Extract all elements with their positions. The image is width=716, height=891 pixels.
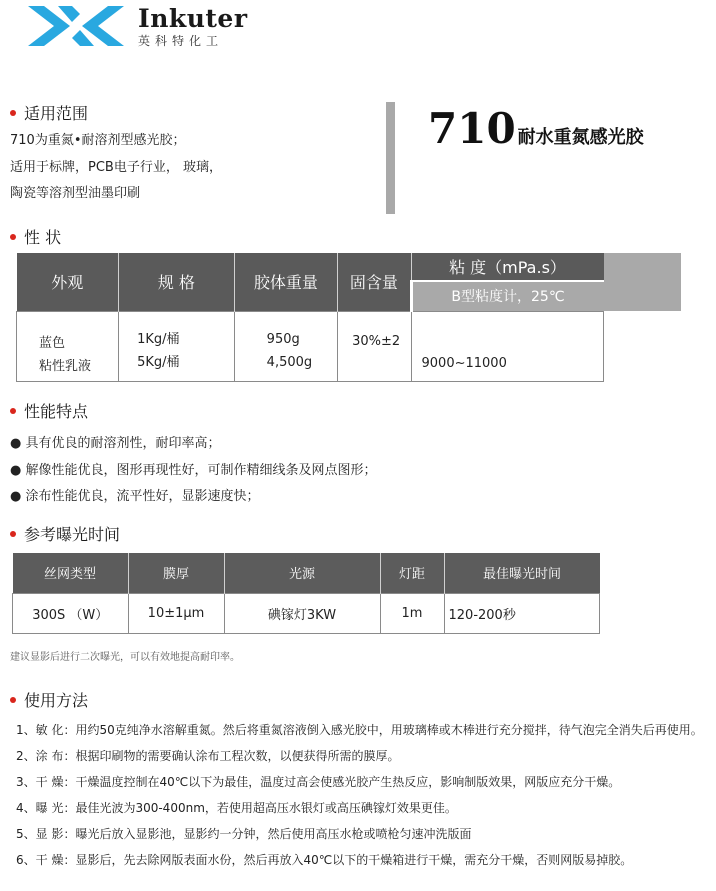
cell-light: 碘镓灯3KW	[224, 593, 380, 633]
cell-exposure-time: 120-200秒	[444, 593, 600, 633]
scope-line: 适用于标牌，PCB电子行业， 玻璃，	[10, 160, 222, 175]
cell-appearance: 蓝色 粘性乳液	[17, 311, 119, 381]
col-header-solid: 固含量	[338, 253, 411, 311]
scope-line: 陶瓷等溶剂型油墨印刷	[10, 186, 141, 201]
section-heading-scope: 适用范围	[10, 101, 88, 124]
usage-item: 2、涂 布：根据印刷物的需要确认涂布工程次数，以便获得所需的膜厚。	[16, 749, 400, 763]
usage-item: 1、敏 化：用约50克纯净水溶解重氮。然后将重氮溶液倒入感光胶中，用玻璃棒或木棒进行充分搅拌，待气泡完全消失后再使用。	[16, 723, 703, 737]
usage-item: 6、干 燥：显影后，先去除网版表面水份，然后再放入40℃以下的干燥箱进行干燥，需充分干燥，否则网版易掉胶。	[16, 853, 633, 867]
col-header-viscosity: 粘 度（mPa.s）	[411, 253, 603, 281]
col-header-mesh: 丝网类型	[13, 553, 129, 593]
product-code: 710	[428, 104, 516, 153]
cell-solid: 30%±2	[338, 311, 411, 381]
inkuter-logo-mark-icon	[28, 6, 124, 46]
section-heading-exposure: 参考曝光时间	[10, 522, 120, 545]
col-header-viscosity-sub: B型粘度计，25℃	[411, 281, 603, 311]
section-heading-properties: 性 状	[10, 225, 61, 248]
scope-line: 710为重氮•耐溶剂型感光胶；	[10, 133, 186, 148]
col-header-distance: 灯距	[380, 553, 444, 593]
product-title	[428, 104, 644, 153]
bullet-dot-icon	[10, 697, 16, 703]
usage-list	[16, 719, 706, 872]
feature-item: ● 解像性能优良，图形再现性好，可制作精细线条及网点图形；	[10, 463, 377, 478]
product-name: 耐水重氮感光胶	[517, 127, 644, 148]
logo-subtitle: 英科特化工	[138, 34, 224, 48]
usage-item: 4、曝 光：最佳光波为300-400nm，若使用超高压水银灯或高压碘镓灯效果更佳。	[16, 801, 457, 815]
col-header-exposure-time: 最佳曝光时间	[444, 553, 600, 593]
cell-thickness: 10±1μm	[128, 593, 224, 633]
col-header-weight: 胶体重量	[234, 253, 337, 311]
exposure-table	[12, 553, 600, 634]
section-heading-usage: 使用方法	[10, 688, 88, 711]
logo-name: Inkuter	[138, 4, 248, 33]
col-header-light: 光源	[224, 553, 380, 593]
bullet-dot-icon	[10, 234, 16, 240]
properties-table	[16, 253, 604, 382]
cell-viscosity: 9000~11000	[411, 311, 603, 381]
bullet-dot-icon	[10, 531, 16, 537]
feature-item: ● 涂布性能优良，流平性好，显影速度快；	[10, 489, 260, 504]
feature-item: ● 具有优良的耐溶剂性，耐印率高；	[10, 436, 221, 451]
viscosity-header-extension	[604, 253, 681, 311]
cell-mesh: 300S （W）	[13, 593, 129, 633]
col-header-appearance: 外观	[17, 253, 119, 311]
section-heading-features: 性能特点	[10, 399, 88, 422]
exposure-note: 建议显影后进行二次曝光，可以有效地提高耐印率。	[10, 652, 240, 663]
bullet-dot-icon	[10, 110, 16, 116]
usage-item: 5、显 影：曝光后放入显影池，显影约一分钟，然后使用高压水枪或喷枪匀速冲洗版面	[16, 827, 472, 841]
cell-spec: 1Kg/桶 5Kg/桶	[119, 311, 235, 381]
col-header-thickness: 膜厚	[128, 553, 224, 593]
bullet-dot-icon	[10, 408, 16, 414]
cell-distance: 1m	[380, 593, 444, 633]
col-header-spec: 规 格	[119, 253, 235, 311]
title-divider	[386, 102, 395, 214]
cell-weight: 950g 4,500g	[234, 311, 337, 381]
usage-item: 3、干 燥：干燥温度控制在40℃以下为最佳，温度过高会使感光胶产生热反应，影响制版效果，网版应充分干燥。	[16, 775, 621, 789]
